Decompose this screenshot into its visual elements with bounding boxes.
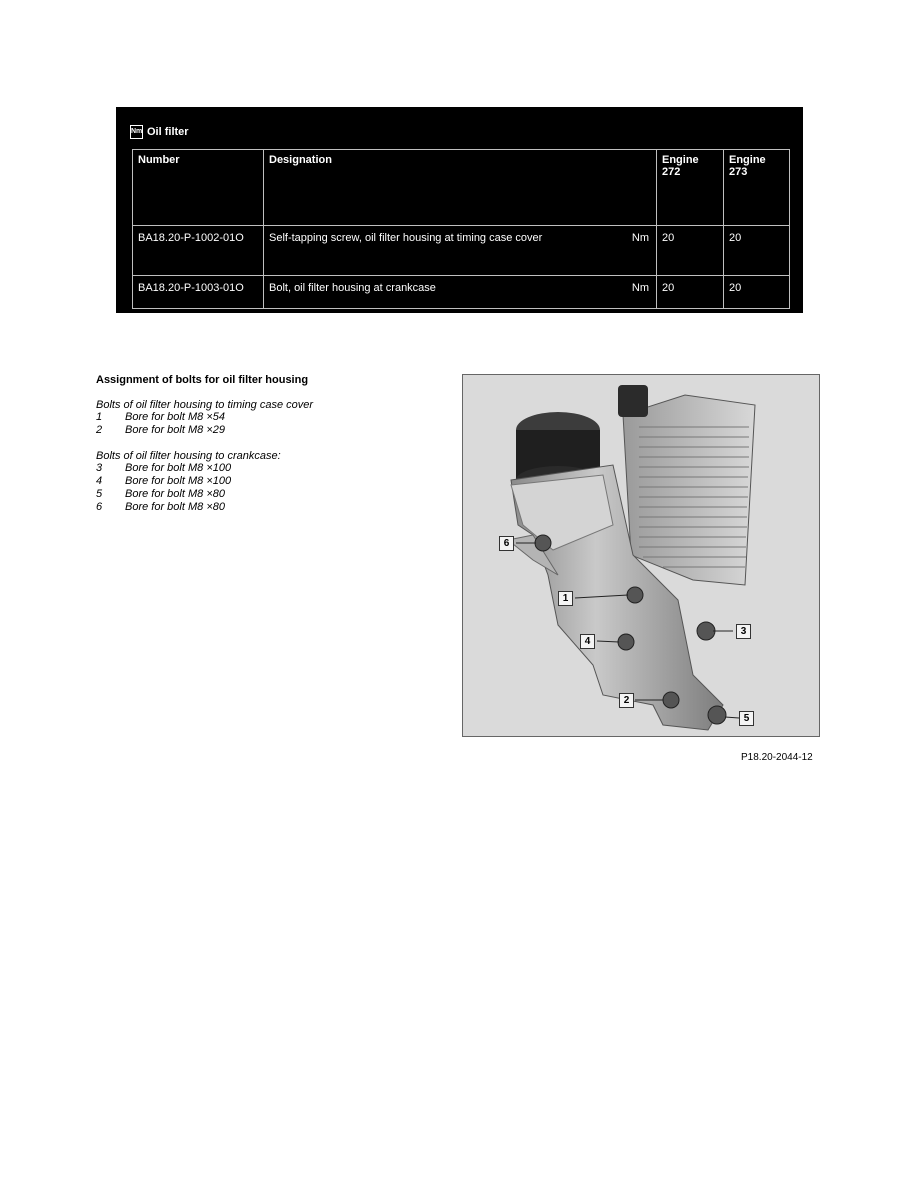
header-engine-273: Engine 273 bbox=[724, 150, 790, 226]
row-number: BA18.20-P-1002-01O bbox=[133, 225, 264, 275]
torque-table bbox=[132, 149, 790, 309]
item-text: Bore for bolt M8 ×80 bbox=[125, 501, 225, 513]
row-designation: Self-tapping screw, oil filter housing at timing case cover bbox=[269, 231, 543, 244]
group-title-timing-case: Bolts of oil filter housing to timing case cover bbox=[96, 399, 314, 411]
torque-specification-box bbox=[116, 107, 803, 313]
item-text: Bore for bolt M8 ×100 bbox=[125, 462, 232, 474]
item-number: 6 bbox=[96, 501, 103, 513]
header-engine-272: Engine 272 bbox=[657, 150, 724, 226]
row-unit: Nm bbox=[631, 231, 649, 244]
oil-filter-housing-figure bbox=[462, 374, 820, 737]
callout-5: 5 bbox=[739, 711, 754, 726]
row-engine-272: 20 bbox=[657, 225, 724, 275]
item-number: 2 bbox=[96, 424, 103, 436]
item-text: Bore for bolt M8 ×54 bbox=[125, 411, 225, 423]
bolt-assignment-legend bbox=[96, 374, 426, 514]
item-number: 4 bbox=[96, 475, 103, 487]
list-item bbox=[96, 462, 426, 475]
header-designation: Designation bbox=[264, 150, 657, 226]
row-designation: Bolt, oil filter housing at crankcase bbox=[269, 281, 436, 294]
group-title-crankcase: Bolts of oil filter housing to crankcase: bbox=[96, 450, 281, 462]
row-engine-272: 20 bbox=[657, 275, 724, 308]
item-text: Bore for bolt M8 ×80 bbox=[125, 488, 225, 500]
row-designation-cell bbox=[264, 225, 657, 275]
nm-icon: Nm bbox=[130, 125, 143, 139]
assignment-title: Assignment of bolts for oil filter housing bbox=[96, 374, 309, 386]
callout-4: 4 bbox=[580, 634, 595, 649]
row-engine-273: 20 bbox=[724, 225, 790, 275]
row-unit: Nm bbox=[631, 281, 649, 294]
item-text: Bore for bolt M8 ×100 bbox=[125, 475, 232, 487]
callout-3: 3 bbox=[736, 624, 751, 639]
list-item bbox=[96, 475, 426, 488]
callout-6: 6 bbox=[499, 536, 514, 551]
item-text: Bore for bolt M8 ×29 bbox=[125, 424, 225, 436]
table-row bbox=[133, 225, 790, 275]
row-engine-273: 20 bbox=[724, 275, 790, 308]
oil-filter-housing-illustration bbox=[463, 375, 819, 736]
figure-reference: P18.20-2044-12 bbox=[741, 752, 813, 763]
callout-2: 2 bbox=[619, 693, 634, 708]
row-number: BA18.20-P-1003-01O bbox=[133, 275, 264, 308]
torque-title bbox=[130, 125, 189, 139]
table-header-row bbox=[133, 150, 790, 226]
item-number: 1 bbox=[96, 411, 103, 423]
table-row bbox=[133, 275, 790, 308]
item-number: 5 bbox=[96, 488, 103, 500]
header-number: Number bbox=[133, 150, 264, 226]
item-number: 3 bbox=[96, 462, 103, 474]
callout-1: 1 bbox=[558, 591, 573, 606]
list-item bbox=[96, 488, 426, 501]
row-designation-cell bbox=[264, 275, 657, 308]
list-item bbox=[96, 501, 426, 514]
list-item bbox=[96, 411, 426, 424]
list-item bbox=[96, 424, 426, 437]
torque-title-text: Oil filter bbox=[147, 126, 189, 138]
